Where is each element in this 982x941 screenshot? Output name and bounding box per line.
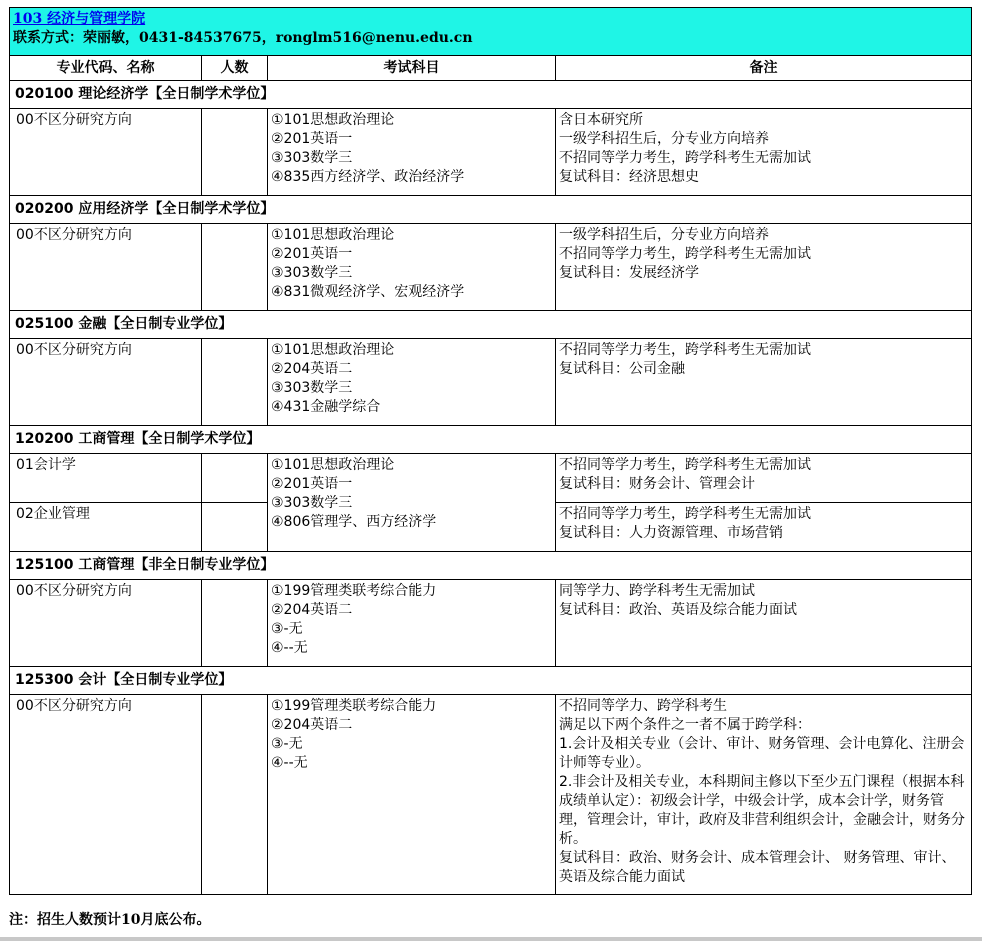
column-header-count: 人数	[202, 56, 268, 81]
text-line: ③303数学三	[271, 265, 353, 281]
major-title: 025100 金融【全日制专业学位】	[10, 311, 972, 339]
major-title-row	[10, 552, 972, 580]
exam-subjects	[268, 695, 556, 895]
text-line: 同等学力、跨学科考生无需加试	[559, 583, 755, 599]
table-row	[10, 695, 972, 895]
column-header-row	[10, 56, 972, 81]
exam-subjects	[268, 109, 556, 196]
remarks	[556, 339, 972, 426]
exam-subjects	[268, 339, 556, 426]
exam-subjects	[268, 224, 556, 311]
remarks	[556, 503, 972, 552]
research-direction: 01会计学	[10, 454, 202, 503]
text-line: ②201英语一	[271, 476, 353, 492]
enrollment-count	[202, 580, 268, 667]
major-title: 120200 工商管理【全日制学术学位】	[10, 426, 972, 454]
text-line: ①101思想政治理论	[271, 112, 395, 128]
text-line: ④831微观经济学、宏观经济学	[271, 284, 465, 300]
major-title-row	[10, 196, 972, 224]
major-title-row	[10, 426, 972, 454]
column-header-subjects: 考试科目	[268, 56, 556, 81]
enrollment-count	[202, 454, 268, 503]
text-line: 不招同等学力、跨学科考生	[559, 698, 727, 714]
remarks	[556, 224, 972, 311]
table-row	[10, 454, 972, 503]
text-line: 含日本研究所	[559, 112, 643, 128]
research-direction: 00不区分研究方向	[10, 695, 202, 895]
horizontal-scrollbar[interactable]	[0, 937, 982, 941]
enrollment-count	[202, 339, 268, 426]
remarks	[556, 580, 972, 667]
text-line: 复试科目：经济思想史	[559, 169, 699, 185]
major-title: 020100 理论经济学【全日制学术学位】	[10, 81, 972, 109]
school-header	[10, 8, 972, 56]
text-line: ①101思想政治理论	[271, 227, 395, 243]
text-line: 1.会计及相关专业（会计、审计、财务管理、会计电算化、注册会计师等专业）。	[559, 736, 965, 771]
exam-subjects	[268, 580, 556, 667]
column-header-major: 专业代码、名称	[10, 56, 202, 81]
research-direction: 00不区分研究方向	[10, 109, 202, 196]
table-row	[10, 339, 972, 426]
text-line: ①199管理类联考综合能力	[271, 583, 437, 599]
major-title: 125100 工商管理【非全日制专业学位】	[10, 552, 972, 580]
text-line: 复试科目：财务会计、管理会计	[559, 476, 755, 492]
text-line: 复试科目：公司金融	[559, 361, 685, 377]
research-direction: 02企业管理	[10, 503, 202, 552]
text-line: 复试科目：发展经济学	[559, 265, 699, 281]
research-direction: 00不区分研究方向	[10, 339, 202, 426]
text-line: ④431金融学综合	[271, 399, 381, 415]
contact-info: 联系方式：荣丽敏，0431-84537675，ronglm516@nenu.edu.cn	[13, 30, 473, 46]
text-line: ④835西方经济学、政治经济学	[271, 169, 465, 185]
column-header-notes: 备注	[556, 56, 972, 81]
text-line: ②204英语二	[271, 602, 353, 618]
major-title-row	[10, 667, 972, 695]
table-row	[10, 224, 972, 311]
remarks	[556, 454, 972, 503]
exam-subjects	[268, 454, 556, 552]
enrollment-count	[202, 109, 268, 196]
table-row	[10, 580, 972, 667]
major-title: 020200 应用经济学【全日制学术学位】	[10, 196, 972, 224]
text-line: ④--无	[271, 755, 308, 771]
text-line: 不招同等学力考生，跨学科考生无需加试	[559, 506, 811, 522]
major-title-row	[10, 311, 972, 339]
text-line: 一级学科招生后，分专业方向培养	[559, 131, 769, 147]
text-line: 不招同等学力考生，跨学科考生无需加试	[559, 457, 811, 473]
enrollment-count	[202, 695, 268, 895]
text-line: ③-无	[271, 621, 303, 637]
text-line: 不招同等学力考生，跨学科考生无需加试	[559, 246, 811, 262]
major-title: 125300 会计【全日制专业学位】	[10, 667, 972, 695]
text-line: ③303数学三	[271, 150, 353, 166]
text-line: 2.非会计及相关专业，本科期间主修以下至少五门课程（根据本科成绩单认定）：初级会计学，中级会计学，成本会计学，财务管理，管理会计，审计，政府及非营利组织会计，金融会计，财务分析。	[559, 774, 965, 847]
text-line: 复试科目：政治、财务会计、成本管理会计、 财务管理、审计、英语及综合能力面试	[559, 850, 956, 885]
enrollment-count	[202, 503, 268, 552]
catalog-container	[9, 7, 971, 895]
text-line: ④--无	[271, 640, 308, 656]
text-line: 复试科目：人力资源管理、市场营销	[559, 525, 783, 541]
text-line: 不招同等学力考生，跨学科考生无需加试	[559, 150, 811, 166]
text-line: ②201英语一	[271, 246, 353, 262]
text-line: 复试科目：政治、英语及综合能力面试	[559, 602, 797, 618]
text-line: 一级学科招生后，分专业方向培养	[559, 227, 769, 243]
text-line: 不招同等学力考生，跨学科考生无需加试	[559, 342, 811, 358]
remarks	[556, 109, 972, 196]
major-title-row	[10, 81, 972, 109]
text-line: ②204英语二	[271, 361, 353, 377]
text-line: ①101思想政治理论	[271, 342, 395, 358]
text-line: ①101思想政治理论	[271, 457, 395, 473]
text-line: 满足以下两个条件之一者不属于跨学科：	[559, 717, 811, 733]
text-line: ②201英语一	[271, 131, 353, 147]
text-line: ③-无	[271, 736, 303, 752]
text-line: ③303数学三	[271, 380, 353, 396]
footnote: 注：招生人数预计10月底公布。	[9, 912, 211, 928]
school-link[interactable]: 103 经济与管理学院	[13, 11, 146, 27]
research-direction: 00不区分研究方向	[10, 224, 202, 311]
table-row	[10, 109, 972, 196]
text-line: ③303数学三	[271, 495, 353, 511]
text-line: ④806管理学、西方经济学	[271, 514, 437, 530]
enrollment-count	[202, 224, 268, 311]
admissions-table	[9, 7, 972, 895]
remarks	[556, 695, 972, 895]
text-line: ②204英语二	[271, 717, 353, 733]
research-direction: 00不区分研究方向	[10, 580, 202, 667]
text-line: ①199管理类联考综合能力	[271, 698, 437, 714]
